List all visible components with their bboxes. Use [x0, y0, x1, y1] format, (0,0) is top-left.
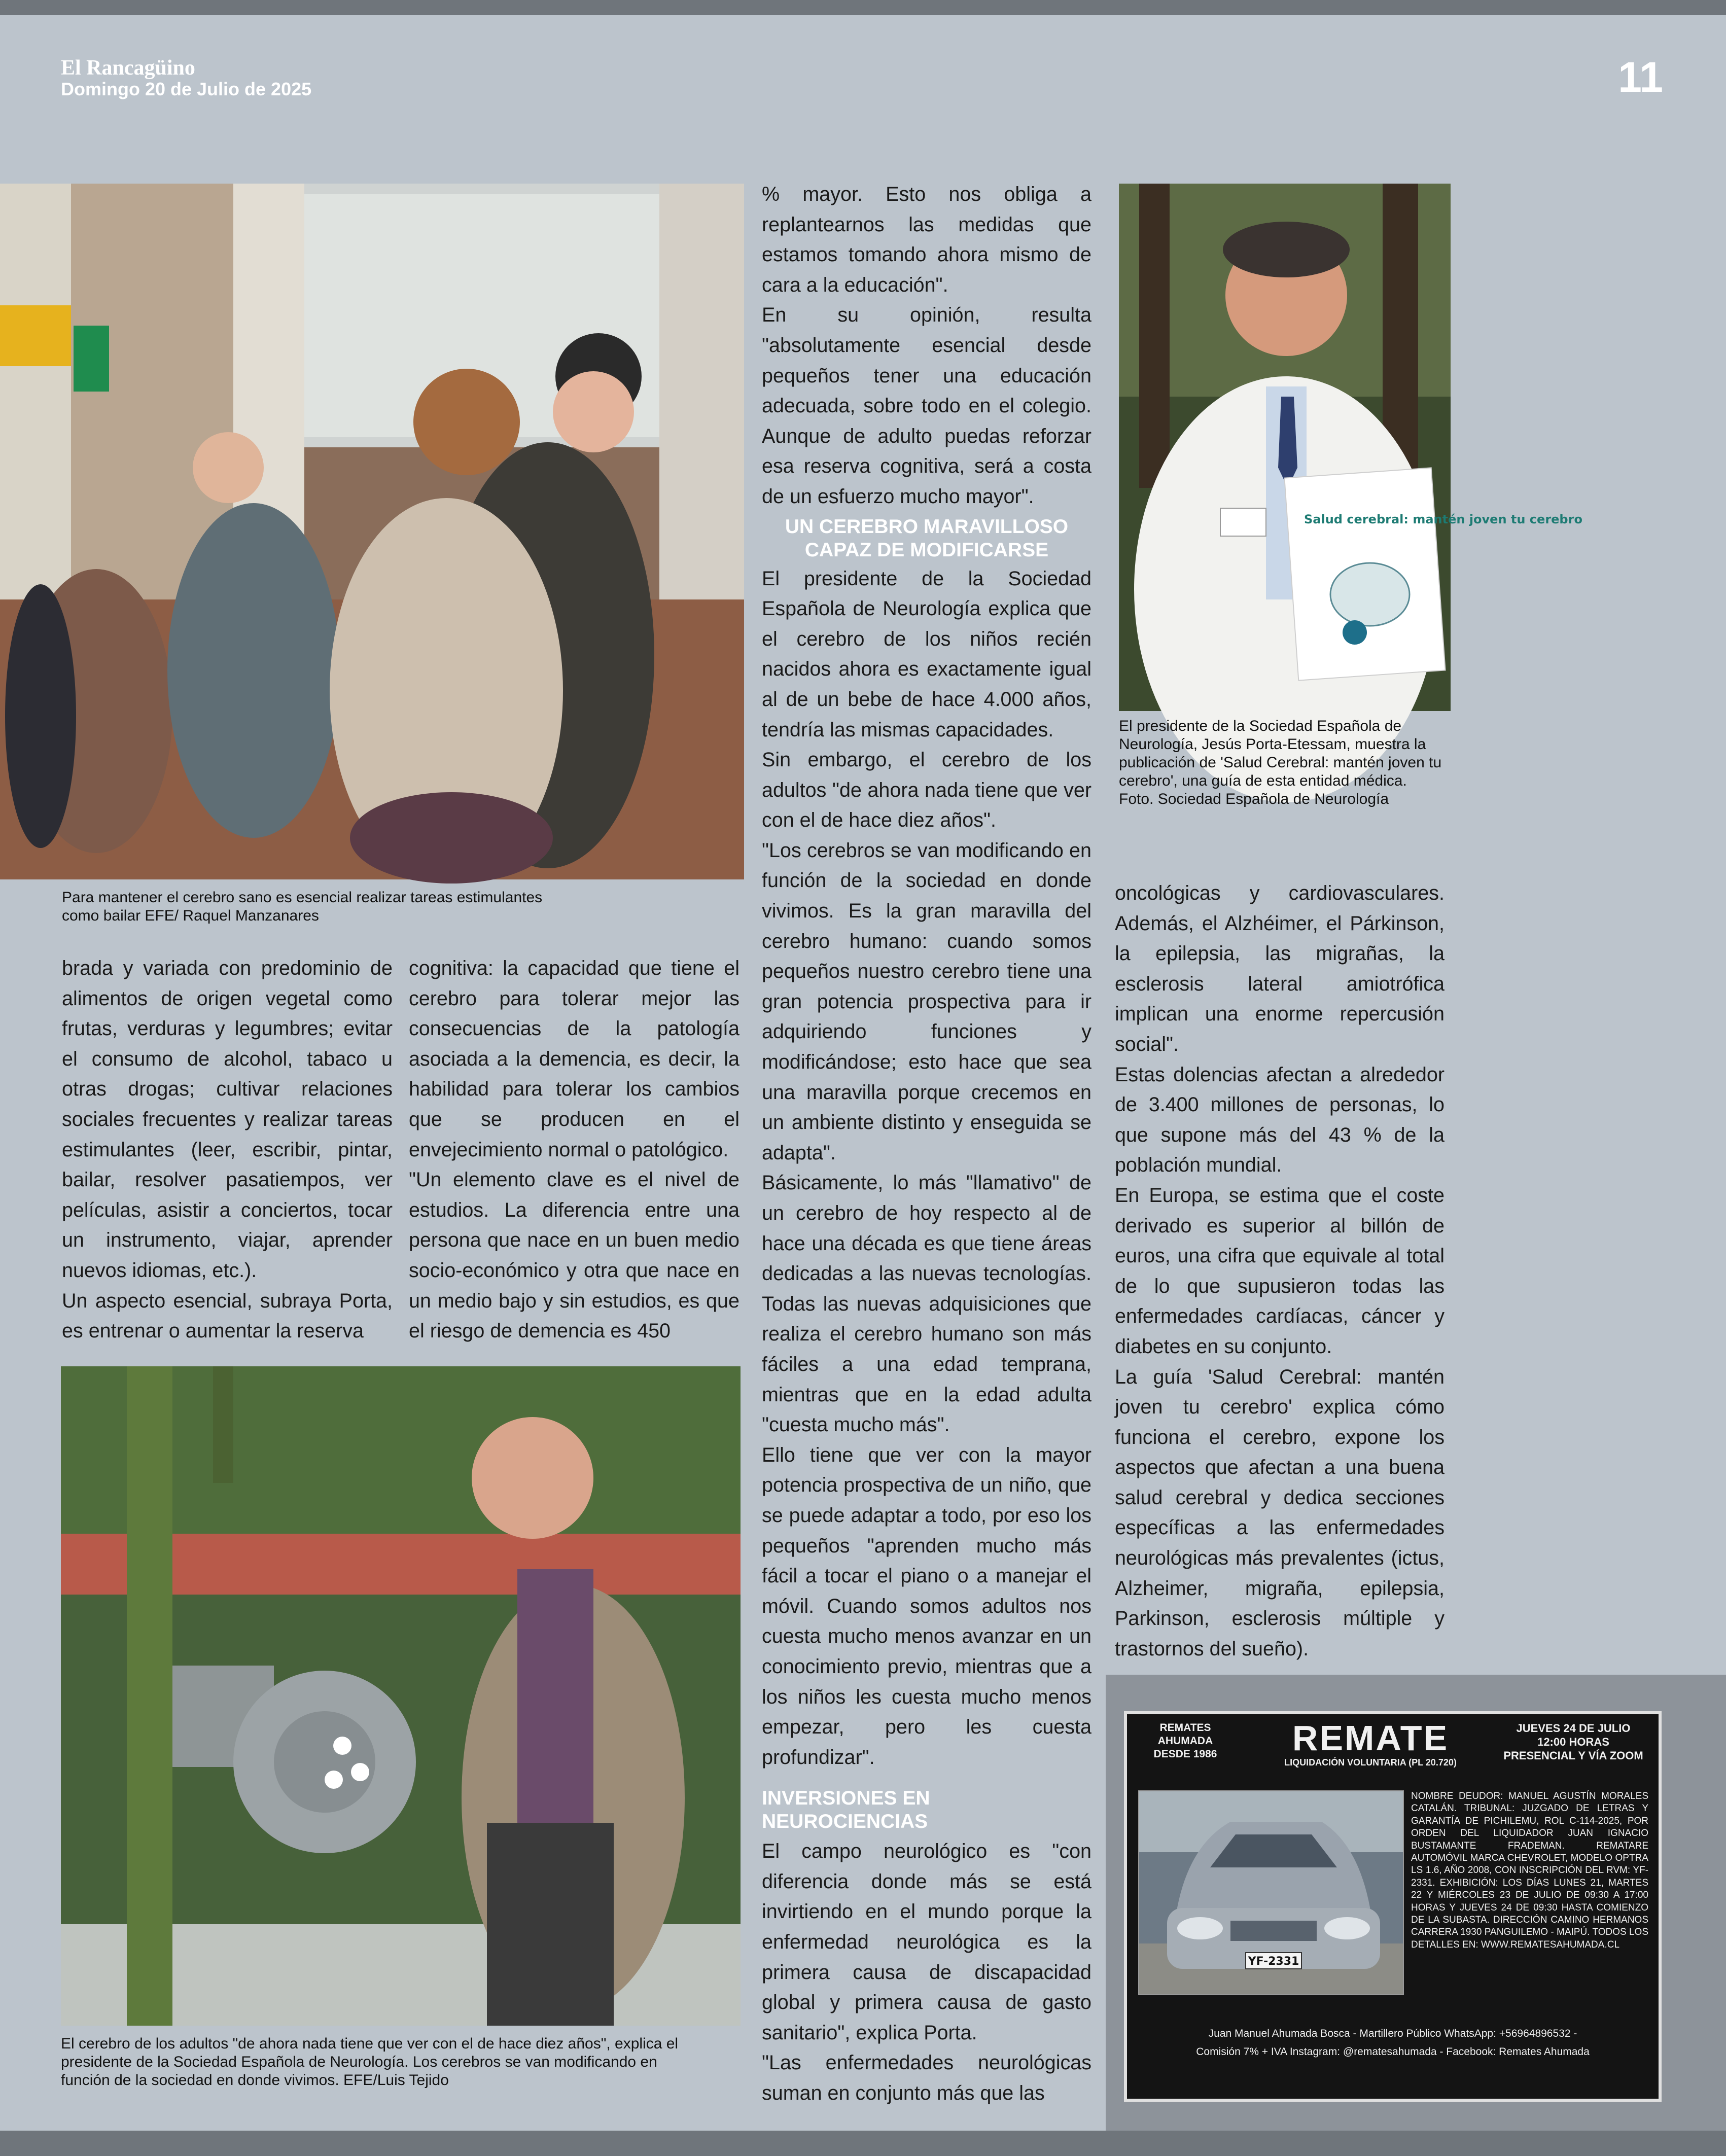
ad-company-line: DESDE 1986: [1153, 1748, 1217, 1760]
article-column-3: [762, 180, 1091, 2109]
paragraph: oncológicas y cardiovasculares. Además, el Alzhéimer, el Párkinson, la epilepsia, las migrañas, la esclerosis lateral amiotrófica implican una enorme repercusión social".: [1115, 882, 1445, 1055]
photo-caption-neurologist: El presidente de la Sociedad Española de Neurología, Jesús Porta-Etessam, muestra la publicación de 'Salud Cerebral: mantén joven tu cerebro', una guía de esta entidad médica. Foto. Sociedad Española de Neurología: [1119, 718, 1442, 807]
photo-caption-dancing: Para mantener el cerebro sano es esencial realizar tareas estimulantes como bailar EFE/ Raquel Manzanares: [62, 889, 543, 924]
ad-title-block: [1244, 1719, 1497, 1768]
top-bar: [0, 0, 1726, 15]
exercise-machine-illustration: [61, 1366, 741, 2026]
subheading-line: UN CEREBRO MARAVILLOSO: [785, 515, 1069, 538]
remate-advertisement: [1124, 1711, 1662, 2102]
ad-car-photo: [1138, 1790, 1404, 1995]
issue-date: Domingo 20 de Julio de 2025: [61, 79, 312, 99]
paragraph: En Europa, se estima que el coste derivado es superior al billón de euros, una cifra que equivale al total de lo que supusieron todas las enfermedades cardíacas, cáncer y diabetes en su conjunto.: [1115, 1184, 1445, 1358]
license-plate: YF-2331: [1248, 1955, 1299, 1968]
ad-details: NOMBRE DEUDOR: MANUEL AGUSTÍN MORALES CATALÁN. TRIBUNAL: JUZGADO DE LETRAS Y GARANTÍA DE PICHILEMU, ROL C-114-2025, POR ORDEN DEL LIQUIDADOR JUAN IGNACIO BUSTAMANTE FRADEMAN. REMATARE AUTOMÓVIL MARCA CHEVROLET, MODELO OPTRA LS 1.6, AÑO 2008, CON INSCRIPCIÓN DEL RVM: YF-2331. EXHIBICIÓN: LOS DÍAS LUNES 21, MARTES 22 Y MIÉRCOLES 23 DE JULIO DE 09:30 A 17:00 HORAS Y JUEVES 24 DE 09:30 HASTA COMIENZO DE LA SUBASTA. DIRECCIÓN CAMINO HERMANOS CARRERA 1930 PANGUILEMO - MAIPÚ. TODOS LOS DETALLES EN: WWW.REMATESAHUMADA.CL: [1411, 1791, 1648, 1950]
dancing-couples-illustration: [0, 184, 744, 879]
subheading-cerebro: [762, 515, 1091, 562]
ad-subtitle: LIQUIDACIÓN VOLUNTARIA (PL 20.720): [1284, 1757, 1457, 1768]
ad-schedule: [1497, 1721, 1649, 1762]
ad-company-line: AHUMADA: [1157, 1735, 1213, 1747]
ad-company-line: REMATES: [1159, 1722, 1211, 1734]
bottom-bar: [0, 2131, 1726, 2156]
photo-neurologist-with-book: [1119, 184, 1582, 711]
paragraph: La guía 'Salud Cerebral: mantén joven tu cerebro' explica cómo funciona el cerebro, expone los aspectos que afectan a una buena salud cerebral y dedica secciones específicas a las enfermedades neurológicas más prevalentes (ictus, Alzheimer, migraña, epilepsia, Parkinson, esclerosis múltiple y trastornos del sueño).: [1115, 1365, 1445, 1660]
ad-schedule-line: PRESENCIAL Y VÍA ZOOM: [1503, 1749, 1643, 1762]
paragraph: brada y variada con predominio de alimentos de origen vegetal como frutas, verduras y legumbres; evitar el consumo de alcohol, tabaco u otras drogas; cultivar relaciones sociales frecuentes y realizar tareas estimulantes (leer, escribir, pintar, bailar, resolver pasatiempos, ver películas, asistir a conciertos, tocar un instrumento, viajar, aprender nuevos idiomas, etc.).: [62, 957, 393, 1282]
paragraph: "Un elemento clave es el nivel de estudios. La diferencia entre una persona que nace en un buen medio socio-económico y otra que nace en un medio bajo y sin estudios, es que el riesgo de demencia es 450: [409, 1169, 739, 1342]
photo-dancing-couples: [0, 184, 744, 879]
paragraph: "Los cerebros se van modificando en función de la sociedad en donde vivimos. Es la gran maravilla del cerebro humano: cuando somos pequeños nuestro cerebro tiene una gran potencia prospectiva para ir adquiriendo funciones y modificándose; esto hace que sea una maravilla porque crecemos en un ambiente distinto y enseguida se adapta".: [762, 839, 1091, 1164]
paragraph: El presidente de la Sociedad Española de Neurología explica que el cerebro de los niños recién nacidos ahora es exactamente igual al de un bebe de hace 4.000 años, tendría las mismas capacidades.: [762, 567, 1091, 741]
photo-caption-exercise: El cerebro de los adultos "de ahora nada tiene que ver con el de hace diez años", explica el presidente de la Sociedad Española de Neurología. Los cerebros se van modificando en función de la sociedad en donde vivimos. EFE/Luis Tejido: [61, 2035, 679, 2089]
ad-footer-line: Comisión 7% + IVA Instagram: @rematesahumada - Facebook: Remates Ahumada: [1196, 2046, 1590, 2058]
page-number: 11: [1618, 53, 1663, 101]
photo-man-exercising: [61, 1366, 741, 2026]
ad-schedule-line: 12:00 HORAS: [1537, 1736, 1609, 1748]
ad-footer: [1137, 2025, 1648, 2061]
article-column-2: [409, 953, 739, 1347]
paragraph: Estas dolencias afectan a alrededor de 3.400 millones de personas, lo que supone más del 43 % de la población mundial.: [1115, 1063, 1445, 1177]
article-column-1: [62, 953, 393, 1347]
paragraph: El campo neurológico es "con diferencia donde más se está invirtiendo en el mundo porque la enfermedad neurológica es la primera causa de discapacidad global y primera causa de gasto sanitario", explica Porta.: [762, 1840, 1091, 2044]
paragraph: cognitiva: la capacidad que tiene el cerebro para tolerar mejor las consecuencias de la patología asociada a la demencia, es decir, la habilidad para tolerar los cambios que se producen en el envejecimiento normal o patológico.: [409, 957, 739, 1161]
neurologist-illustration: [1119, 184, 1582, 711]
paragraph: En su opinión, resulta "absolutamente esencial desde pequeños tener una educación adecuada, sobre todo en el colegio. Aunque de adulto puedas reforzar esa reserva cognitiva, será a costa de un esfuerzo mucho mayor".: [762, 304, 1091, 508]
newspaper-name: El Rancagüino: [61, 56, 195, 80]
paragraph: Básicamente, lo más "llamativo" de un cerebro de hoy respecto al de hace una década es que tiene áreas dedicadas a las nuevas tecnologías. Todas las nuevas adquisiciones que realiza el cerebro humano son más fáciles a una edad temprana, mientras que en la edad adulta "cuesta mucho más".: [762, 1172, 1091, 1436]
ad-footer-line: Juan Manuel Ahumada Bosca - Martillero Público WhatsApp: +56964896532 -: [1208, 2028, 1577, 2039]
subheading-inversiones: INVERSIONES EN NEUROCIENCIAS: [762, 1787, 930, 1833]
ad-schedule-line: JUEVES 24 DE JULIO: [1516, 1722, 1631, 1735]
paragraph: Sin embargo, el cerebro de los adultos "de ahora nada tiene que ver con el de hace diez años".: [762, 749, 1091, 832]
ad-company: [1137, 1721, 1234, 1761]
article-column-4: [1115, 878, 1445, 1664]
paragraph: Un aspecto esencial, subraya Porta, es entrenar o aumentar la reserva: [62, 1289, 393, 1342]
paragraph: Ello tiene que ver con la mayor potencia prospectiva de un niño, que se puede adaptar a todo, por eso los pequeños "aprenden mucho más fácil a tocar el piano o a manejar el móvil. Cuando somos adultos nos cuesta mucho menos avanzar en un conocimiento previo, mientras que a los niños les cuesta mucho menos empezar, pero les cuesta profundizar".: [762, 1443, 1091, 1769]
paragraph: % mayor. Esto nos obliga a replantearnos las medidas que estamos tomando ahora mismo de cara a la educación".: [762, 183, 1091, 296]
ad-title: REMATE: [1292, 1718, 1449, 1758]
book-title: Salud cerebral: mantén joven tu cerebro: [1304, 512, 1582, 526]
subheading-line: CAPAZ DE MODIFICARSE: [804, 539, 1049, 561]
car-illustration: [1139, 1791, 1403, 1994]
masthead: [61, 57, 311, 99]
paragraph: "Las enfermedades neurológicas suman en conjunto más que las: [762, 2052, 1091, 2105]
